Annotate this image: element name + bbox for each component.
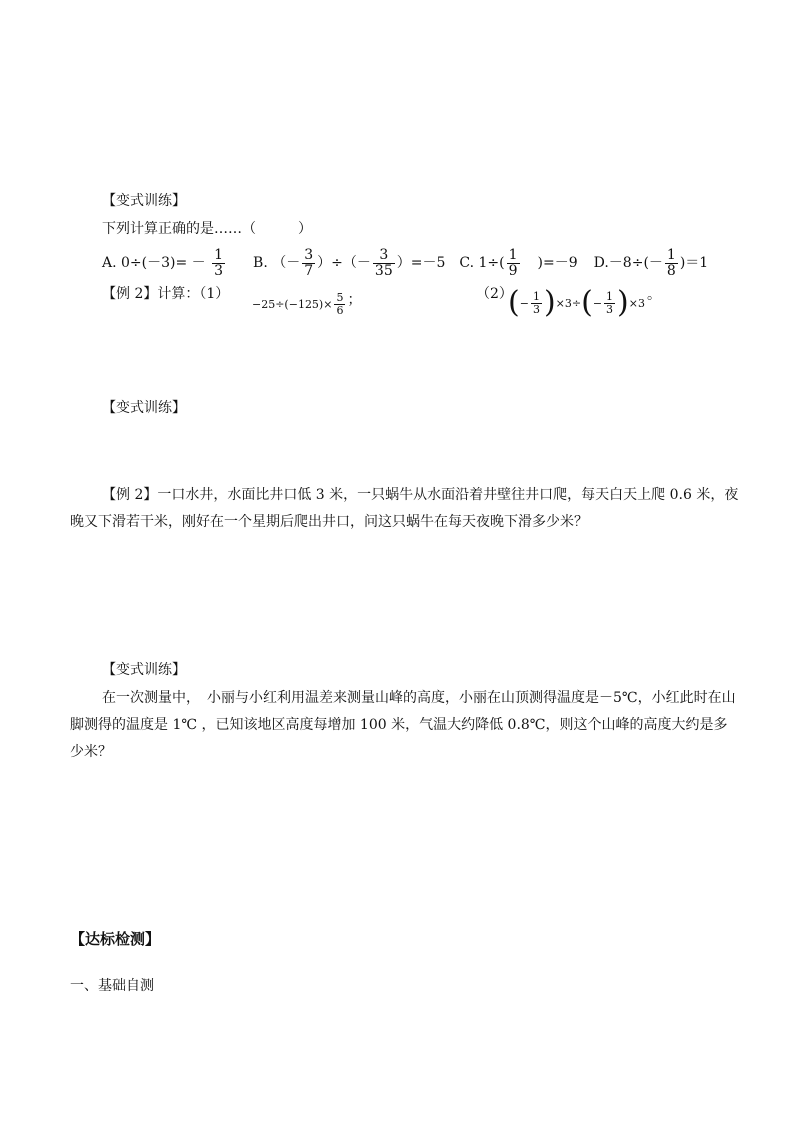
option-b-den1: 7 <box>304 262 314 279</box>
expr1-den: 6 <box>336 303 344 317</box>
expr2-num1: 1 <box>532 289 540 303</box>
option-b-fraction-1 <box>302 248 315 278</box>
option-b-mid: ）÷（ <box>317 255 357 271</box>
option-a-den: 3 <box>214 262 224 279</box>
option-b-tail: ）=－5 <box>396 255 446 271</box>
option-d-fraction <box>665 248 678 278</box>
option-b-neg2: － <box>356 255 371 271</box>
option-b <box>253 248 445 278</box>
section-heading-variant-training-1: 【变式训练】 <box>102 193 186 209</box>
expr2-fraction-1 <box>531 291 542 315</box>
expr2-lparen-1: ( <box>508 285 520 320</box>
option-c-tail: )=－9 <box>537 255 578 271</box>
example2-snail-problem: 【例 2】一口水井，水面比井口低 3 米，一只蜗牛从水面沿着井壁往井口爬，每天白天上爬 0.6 米，夜晚又下滑若干米，刚好在一个星期后爬出井口，问这只蜗牛在每天夜晚下滑多少米？ <box>70 487 739 530</box>
answer-options <box>102 243 708 283</box>
expr1-num: 5 <box>336 291 344 304</box>
expr1-post: ； <box>347 292 362 309</box>
option-a-label: A. 0÷(－3)= <box>102 255 188 271</box>
option-d-num: 1 <box>666 246 676 263</box>
option-a <box>102 248 227 278</box>
option-c-label: C. 1÷( <box>459 255 505 271</box>
option-d <box>594 248 709 278</box>
expr2-den2: 3 <box>606 302 614 316</box>
expr2-den1: 3 <box>532 302 540 316</box>
expr2-neg1: − <box>519 296 529 310</box>
expr2-fraction-2 <box>604 291 615 315</box>
expr2-rparen-1: ) <box>543 285 556 320</box>
expr2-neg2: − <box>592 296 603 310</box>
option-c <box>459 248 577 278</box>
option-b-lparen: （ <box>272 255 287 271</box>
option-c-fraction <box>507 248 520 278</box>
expr2-post: ×3 <box>628 296 645 310</box>
option-b-neg1: － <box>286 255 301 271</box>
section-heading-variant-training-2: 【变式训练】 <box>102 400 186 416</box>
expr2-num2: 1 <box>606 289 614 303</box>
option-b-num1: 3 <box>304 246 314 263</box>
temperature-problem: 在一次测量中， 小丽与小红利用温差来测量山峰的高度，小丽在山顶测得温度是－5℃，小红此时在山脚测得的温度是 1℃ ，已知该地区高度每增加 100 米，气温大约降低 0.8℃，则这个山峰的高度大约是多少米？ <box>70 690 736 760</box>
expr1-fraction <box>334 292 345 316</box>
section-heading-variant-training-3: 【变式训练】 <box>102 662 186 678</box>
example2-calc-label-2: （2） <box>476 286 513 302</box>
expr2-rparen-2: ) <box>617 285 629 320</box>
expr2-end: 。 <box>646 287 661 303</box>
example2-expression-2 <box>508 285 661 320</box>
example2-calc-label: 【例 2】计算：（1） <box>102 286 230 302</box>
option-b-fraction-2 <box>373 248 395 278</box>
option-c-num: 1 <box>508 246 518 263</box>
expr2-mid: ×3÷ <box>555 296 582 310</box>
question-text: 下列计算正确的是……（ ） <box>102 221 312 237</box>
option-d-tail: )＝1 <box>679 255 709 271</box>
option-c-den: 9 <box>508 262 518 279</box>
expr1-prefix: −25÷(−125)× <box>252 297 333 311</box>
expr2-lparen-2: ( <box>581 285 593 320</box>
option-b-label: B. <box>253 255 268 271</box>
option-b-num2: 3 <box>373 248 395 264</box>
option-a-fraction <box>212 248 225 278</box>
assessment-subheading: 一、基础自测 <box>70 978 154 994</box>
assessment-heading: 【达标检测】 <box>70 930 161 948</box>
option-d-label: D.－8÷(－ <box>593 255 663 271</box>
option-a-num: 1 <box>214 246 224 263</box>
example2-expression-1 <box>252 292 361 316</box>
option-d-den: 8 <box>666 262 676 279</box>
option-b-den2: 35 <box>374 262 393 279</box>
option-a-neg: － <box>191 255 206 271</box>
